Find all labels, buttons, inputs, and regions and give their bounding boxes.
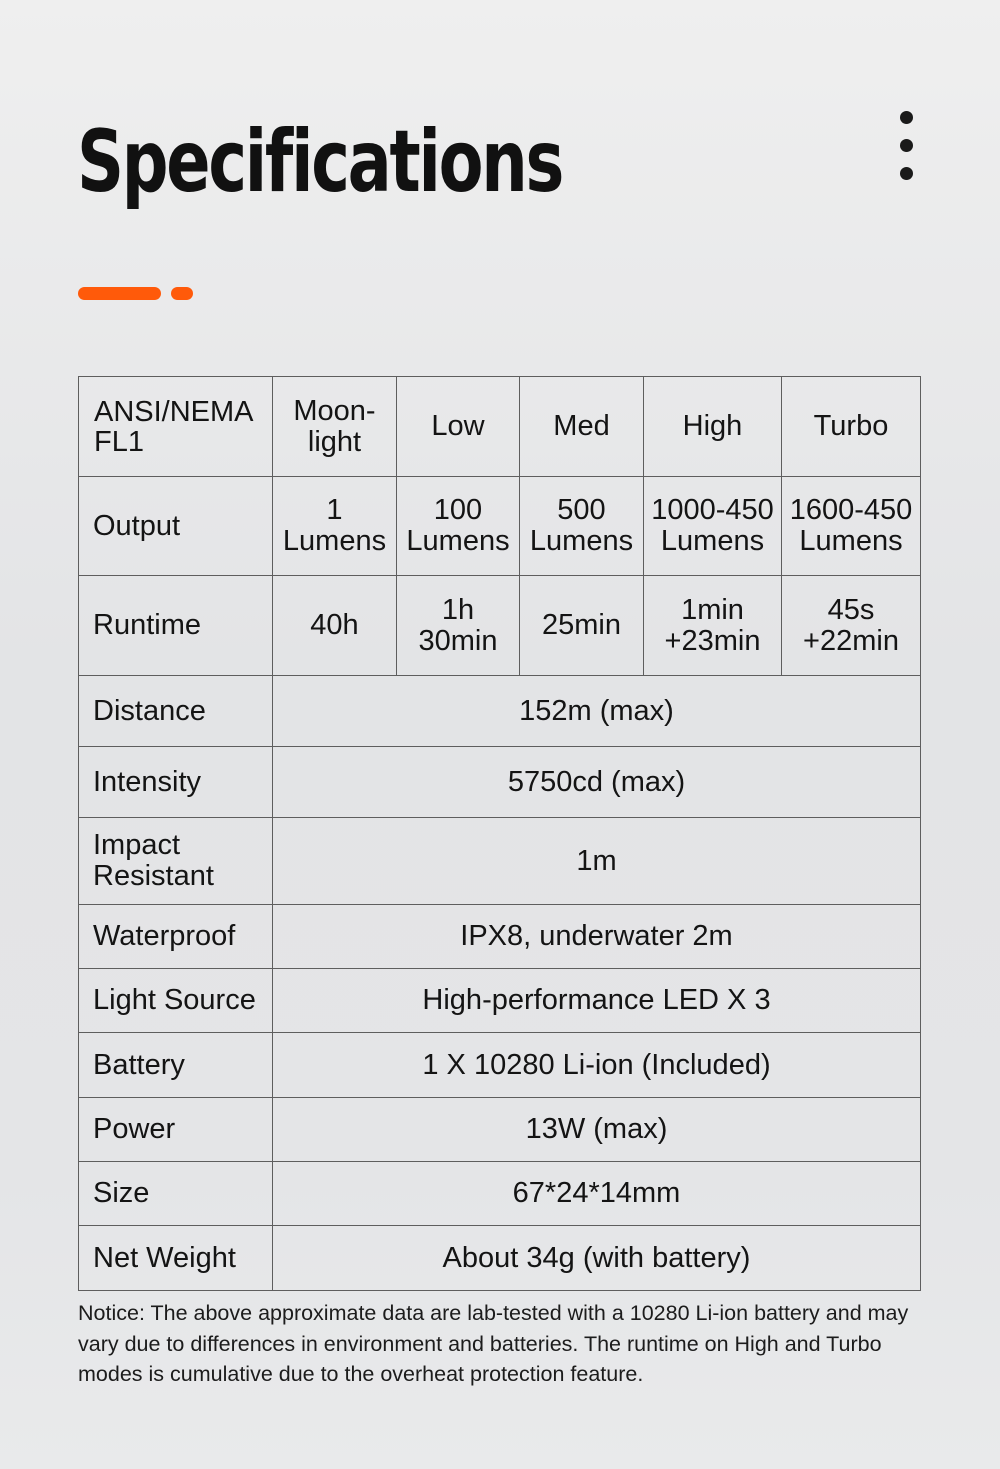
mode-line1: Moon- [293,394,376,427]
row-label: Output [79,477,273,576]
row-label [79,818,273,905]
row-label: Battery [79,1033,273,1098]
mode-line1: Low [431,410,485,442]
row-label: Light Source [79,969,273,1033]
header-mode-med [520,377,644,477]
output-cell [520,477,644,576]
power-row [79,1098,921,1162]
dot [900,167,913,180]
size-row [79,1162,921,1226]
spec-value: 5750cd (max) [273,747,921,818]
header-row [79,377,921,477]
accent-bar-long [78,287,161,300]
output-row [79,477,921,576]
output-cell [273,477,397,576]
label-line1: Impact [93,829,181,861]
distance-row [79,676,921,747]
intensity-row [79,747,921,818]
row-label: Waterproof [79,905,273,969]
cell-line1: 1600-450 [789,494,913,526]
accent-bar-short [171,287,193,300]
impact-resistant-row [79,818,921,905]
cell-line1: 1 [326,494,343,526]
cell-line2: Lumens [529,525,634,557]
row-label: Runtime [79,576,273,676]
row-label: Distance [79,676,273,747]
header-mode-high [644,377,782,477]
spec-value: 1 X 10280 Li-ion (Included) [273,1033,921,1098]
label-line2: Resistant [93,860,214,892]
runtime-cell [397,576,520,676]
mode-line1: High [682,410,743,442]
cell-line2: 30min [418,624,498,657]
notice-text: Notice: The above approximate data are lab-tested with a 10280 Li-ion battery and may vary due to differences in environment and batteries. The runtime on High and Turbo modes is cumulative due to the overheat protection feature. [78,1301,909,1386]
cell-line1: 45s [827,593,875,626]
output-cell [782,477,921,576]
spec-value: 13W (max) [273,1098,921,1162]
cell-line2: +22min [803,624,899,657]
spec-value: IPX8, underwater 2m [273,905,921,969]
header-label-line2: FL1 [94,425,144,458]
spec-value: 1m [273,818,921,905]
vertical-dots-icon[interactable] [899,111,915,183]
runtime-cell [782,576,921,676]
spec-value: High-performance LED X 3 [273,969,921,1033]
spec-table [78,376,921,1291]
cell-line2: Lumens [660,525,765,557]
runtime-cell [520,576,644,676]
header-mode-turbo [782,377,921,477]
row-label: Intensity [79,747,273,818]
runtime-cell [644,576,782,676]
mode-line2: light [307,425,362,458]
cell-line1: 1min [681,593,744,626]
battery-row [79,1033,921,1098]
row-label: Net Weight [79,1226,273,1291]
waterproof-row [79,905,921,969]
cell-line1: 1000-450 [651,494,774,526]
spec-value: About 34g (with battery) [273,1226,921,1291]
light-source-row [79,969,921,1033]
cell-line2: Lumens [282,525,387,557]
header-label-line1: ANSI/NEMA [94,395,254,428]
dot [900,139,913,152]
dot [900,111,913,124]
runtime-row [79,576,921,676]
output-cell [397,477,520,576]
net-weight-row [79,1226,921,1291]
cell-line1: 100 [433,494,483,526]
cell-line2: +23min [664,624,761,657]
cell-line2: Lumens [799,525,903,557]
row-label: Size [79,1162,273,1226]
mode-line1: Turbo [813,410,889,442]
mode-line1: Med [553,410,610,442]
spec-value: 67*24*14mm [273,1162,921,1226]
output-cell [644,477,782,576]
row-label: Power [79,1098,273,1162]
cell-line1: 1h [441,593,475,626]
cell-line1: 40h [310,609,359,641]
header-mode-low [397,377,520,477]
cell-line1: 500 [557,494,606,526]
spec-value: 152m (max) [273,676,921,747]
header-mode-moonlight [273,377,397,477]
cell-line2: Lumens [406,525,510,557]
header-label-cell [79,377,273,477]
runtime-cell [273,576,397,676]
cell-line1: 25min [542,609,621,641]
page-title: Specifications [77,112,563,212]
